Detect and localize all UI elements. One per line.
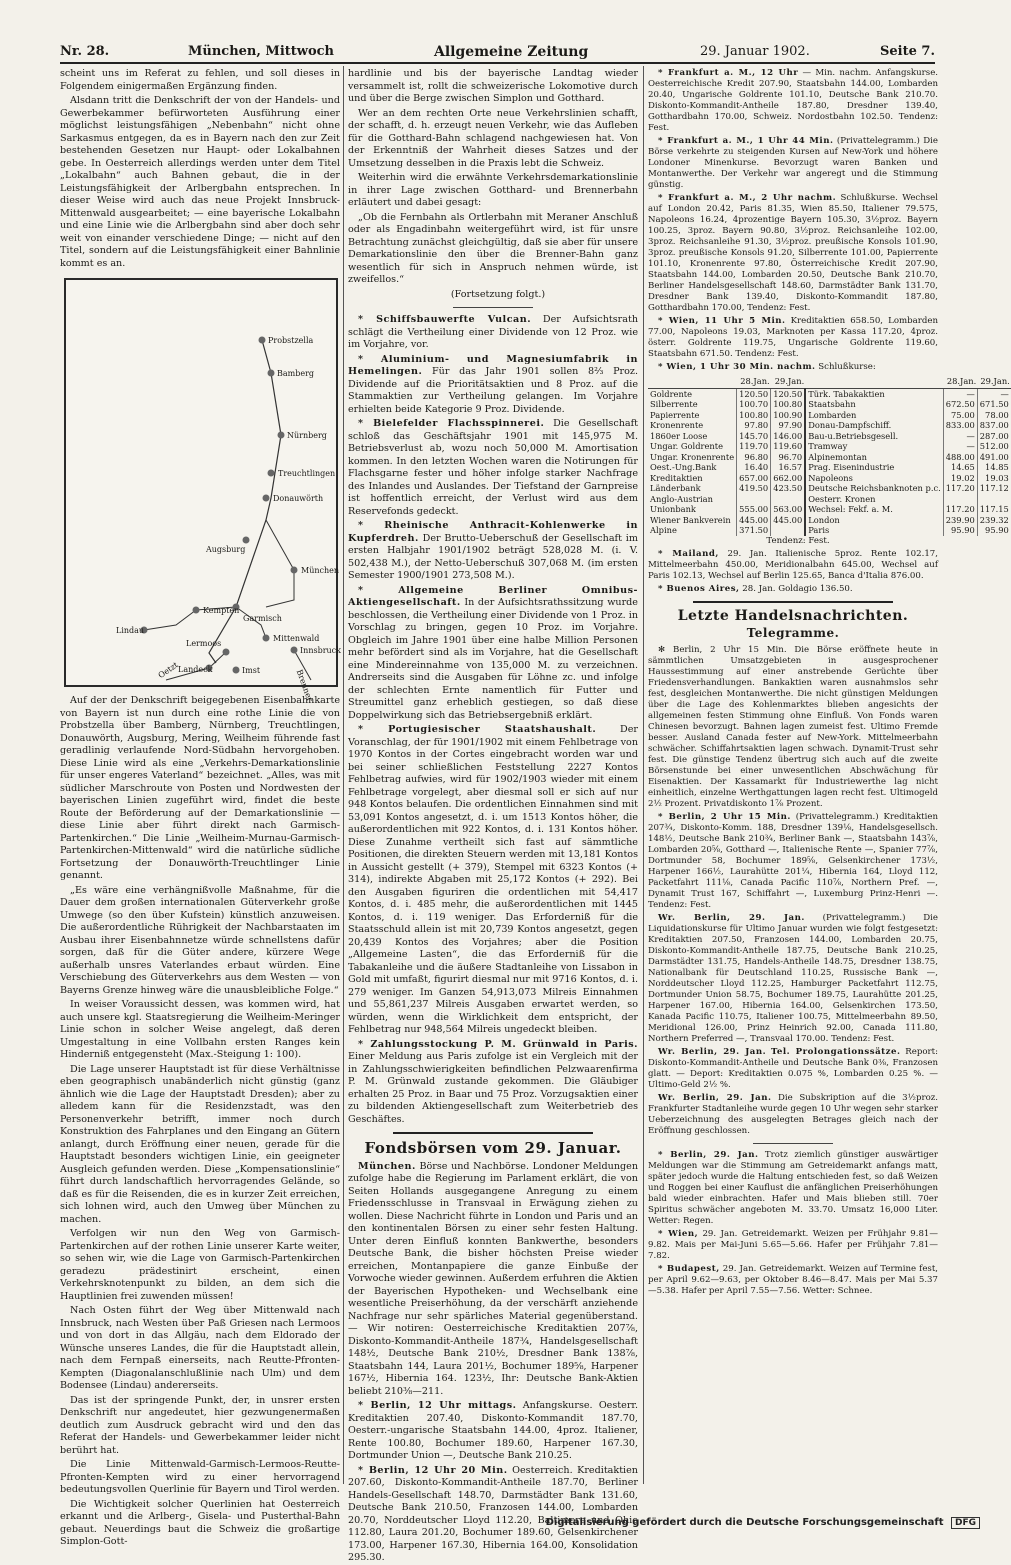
table-header (805, 375, 943, 388)
paragraph: scheint uns im Referat zu fehlen, und soll dieses in Folgendem einigermaßen Ergänzung finden. (60, 68, 340, 92)
map-label-imst: Imst (242, 666, 261, 675)
table-header: 28.Jan. (943, 375, 977, 388)
paragraph: Alsdann tritt die Denkschrift der von der Handels- und Gewerbekammer befürworteten Ausführung einer möglichst leistungsfähigen „Nebenbahn“ nicht ohne Sarkasmus entgegen, da es in Bayern nach den zur Zeit bestehenden Gesetzen nur Haupt- oder Lokalbahnen gebe. In Oesterreich allerdings werden unter dem Titel „Lokalbahn“ auch Bahnen gebaut, die in der Leistungsfähigkeit der Arlbergbahn entsprechen. In dieser Weise wird auch das neue Projekt Innsbruck-Mittenwald ausgearbeitet; — eine bayerische Lokalbahn und eine Linie wie die Arlbergbahn sind aber doch sehr weit von einander verschiedene Dinge; — nicht auf den Titel, sondern auf die Leistungsfähigkeit einer Bahnlinie kommt es an. (60, 95, 340, 269)
news-item (648, 1150, 938, 1227)
news-item (348, 585, 638, 723)
table-cell (943, 494, 977, 505)
news-item (648, 1047, 938, 1091)
paragraph: ✻ Berlin, 2 Uhr 15 Min. Die Börse eröffnete heute in sämmtlichen Umsatzgebieten in ausgesprochener Haussestimmung auf einer anstrebende Gerüchte über Friedensverhandlungen. Bankaktien waren ausnahmslos sehr fest, desgleichen Montanwerthe. Die nicht günstigen Meldungen über die Lage des Kohlenmarktes blieben angesichts der allgemeinen festen Stimmung ohne Einfluß. Von Fonds waren Chinesen bevorzugt. Bahnen lagen zumeist fest. Ultimo Fremde besser. Ausland Canada fester auf New-York. Mittelmeerbahn schwächer. Schiffahrtsaktien lagen schwach. Dynamit-Trust sehr fest. Die günstige Tendenz übertrug sich auch auf die zweite Börsenstunde bei einer unwesentlichen Abschwächung für Eisenaktien. Der Kassamarkt für Industriewerthe lag nicht einheitlich, einzelne Werthgattungen lagen recht fest. Ultimogeld 2½ Prozent. Privatdiskonto 1⅞ Prozent. (648, 644, 938, 809)
section-rule (393, 1132, 593, 1134)
table-cell: — (977, 388, 1011, 399)
news-item (348, 314, 638, 352)
table-cell: Tramway (805, 441, 943, 452)
news-text: Kreditaktien 658.50, Lombarden 77.00, Napoleons 19.03, Marknoten per Kassa 117.20, 4proz. österr. Goldrente 119.75, Ungarische Goldrente 119.60, Staatsbahn 671.50. Tendenz: Fest. (648, 316, 939, 359)
table-cell: 100.70 (737, 399, 771, 410)
table-cell: 1860er Loose (650, 430, 708, 441)
table-cell: 488.00 (943, 452, 977, 463)
table-cell: 119.60 (771, 441, 806, 452)
table-cell: 117.15 (977, 504, 1011, 515)
table-row (648, 452, 1011, 463)
table-cell: Unionbank (650, 504, 696, 514)
news-subtitle: (Privattelegramm.) (795, 811, 879, 822)
table-cell: 119.70 (737, 441, 771, 452)
paragraph: Verfolgen wir nun den Weg von Garmisch-Partenkirchen auf der rothen Linie unserer Karte weiter, so sehen wir, wie die Lage von Garmisch-Partenkirchen geradezu prädestinirt erscheint, einen Verkehrsknotenpunkt zu bilden, an dem sich die Hauptlinien frei zuwenden müssen! (60, 1228, 340, 1302)
station-donauwoerth (263, 495, 270, 502)
table-cell: 14.65 (943, 462, 977, 473)
station-augsburg (243, 537, 250, 544)
column-3 (648, 68, 1010, 1488)
map-label-lermoos: Lermoos (186, 639, 222, 648)
news-title: Wr. Berlin, 29. Jan. (658, 912, 805, 923)
table-row (648, 441, 1011, 452)
table-cell: — (943, 431, 977, 442)
table-cell: 75.00 (943, 410, 977, 421)
news-text: Der Brutto-Ueberschuß der Gesellschaft im ersten Halbjahr 1901/1902 beträgt 528,028 M. (i. V. 502,438 M.), der Netto-Ueberschuß 307,068 M. (im ersten Semester 1900/1901 273,508 M.). (348, 532, 638, 581)
table-cell: Deutsche Reichsbanknoten p.c. (805, 483, 943, 494)
paragraph: Auf der der Denkschrift beigegebenen Eisenbahnkarte von Bayern ist nun durch eine rothe Linie die von Probstzella über Bamberg, Nürnberg, Treuchtlingen, Donauwörth, Augsburg, Mering, Weilheim führende fast geradlinig verlaufende Nord-Südbahn hervorgehoben. Diese Linie wird als eine „Verkehrs-Demarkationslinie für unser engeres Vaterland“ bezeichnet. „Alles, was mit südlicher Marschroute von Posten und Nordwesten der bayerischen Linien zugeführt wird, findet die beste Route der Beförderung auf der Demarkationslinie — diese Linie aber führt direkt nach Garmisch-Partenkirchen.“ Die Linie „Weilheim-Murnau-Garmisch-Partenkirchen-Mittenwald“ wird die natürliche südliche Fortsetzung der Donauwörth-Treuchtlinger Linie genannt. (60, 695, 340, 881)
news-text: In der Aufsichtsrathssitzung wurde beschlossen, die Vertheilung einer Dividende von 1 Proz. in Vorschlag zu bringen, gegen 10 Proz. im Vorjahre. Obgleich im Jahre 1901 über eine halbe Million Personen mehr befördert sind als im Vorjahre, hat die Gesellschaft eine Mindereinnahme von 135,000 M. zu verzeichnen. Andrerseits sind die Ausgaben für Löhne zc. und infolge der schlechten Ernte namentlich für Futter und Streumittel ganz erheblich gestiegen, so daß diese Doppelwirkung sich das Betriebsergebniß erklärt. (348, 597, 638, 721)
table-row (648, 399, 1011, 410)
news-item (348, 1400, 638, 1463)
table-header (648, 375, 737, 388)
table-cell: Bau-u.Betriebsgesell. (805, 431, 943, 442)
table-cell: 117.20 (943, 483, 977, 494)
table-cell: Türk. Tabakaktien (805, 388, 943, 399)
table-row (648, 420, 1011, 431)
map-label-muenchen: München (301, 566, 340, 575)
table-cell: Papierrente (650, 409, 700, 420)
news-text: Trotz ziemlich günstiger auswärtiger Meldungen war die Stimmung am Getreidemarkt anfangs matt, später jedoch wurde die Haltung entschieden fest, so daß Weizen und Roggen bei einer Kauflust die anfänglichen Preiserhöhungen bald wieder einbrachten. Hafer und Mais blieben still. 70er Spiritus schwächer angeboten M. 33.70. Umsatz 16,000 Liter. Wetter: Regen. (648, 1149, 939, 1226)
table-cell: Ungar. Kronenrente (650, 451, 735, 462)
table-cell: 97.90 (771, 420, 806, 431)
table-cell: Alpinemontan (805, 452, 943, 463)
table-cell: Kronenrente (650, 420, 704, 430)
news-title: * Frankfurt a. M., 12 Uhr (658, 68, 799, 78)
news-text: Die Liquidationskurse für Ultimo Januar wurden wie folgt festgesetzt: Kreditaktien 207.50, Franzosen 144.00, Lombarden 20.75, Diskonto-Kommandit-Antheile 187.75, Deutsche Bank 210.25, Darmstädter 131.75, Handels-Antheile 148.75, Dresdner 138.75, Nationalbank für Deutschland 110.25, Russische Bank —, Norddeutscher Lloyd 112.25, Hamburger Packetfahrt 112.75, Dortmunder Union 58.75, Bochumer 189.75, Laurahütte 201.25, Harpener 167.00, Hibernia 164.00, Gelsenkirchen 173.50, Kanada Pacific 110.75, Italiener 100.75, Mittelmeerbahn 89.50, Meridional 126.00, Prinz Heinrich 92.00, Canada 111.80, Northern Preferred —, Transvaal 170.00. Tendenz: Fest. (648, 912, 939, 1044)
continuation-note: (Fortsetzung folgt.) (450, 288, 546, 300)
section-rule (453, 307, 533, 308)
route-munich-garmisch (266, 570, 294, 607)
map-label-brenner: Brenner (294, 668, 315, 703)
table-cell: 563.00 (771, 504, 806, 515)
table-cell: Staatsbahn (805, 399, 943, 410)
fonds-section-title: Fondsbörsen vom 29. Januar. (364, 1139, 622, 1157)
section-rule (753, 1143, 833, 1144)
table-cell: — (943, 441, 977, 452)
news-title: München. (358, 1160, 416, 1172)
table-cell: 145.70 (737, 431, 771, 442)
paragraph: Wer an dem rechten Orte neue Verkehrslinien schafft, der schafft, d. h. erzeugt neuen Verkehr, wie das Aufleben für die Gotthard-Bahn schlagend nachgewiesen hat. Von der Erkenntniß der Wahrheit dieses Satzes und der Umsetzung desselben in die Praxis lebt die Schweiz. (348, 107, 638, 169)
news-title: Wr. Berlin, 29. Jan. (658, 1092, 772, 1103)
news-title: * Portugiesischer Staatshaushalt. (358, 724, 597, 735)
table-cell: 837.00 (977, 420, 1011, 431)
map-label-probstzella: Probstzella (268, 336, 314, 345)
paragraph: Die Lage unserer Hauptstadt ist für diese Verhältnisse eben geographisch unabänderlich nicht günstig (ganz ähnlich wie die Lage der Hauptstadt Dresden); aber zu alledem kann für die Residenzstadt, was den Personenverkehr betrifft, immer noch durch Konstruktion des Fahrplanes und den Eingang an Gütern anlangt, durch Eröffnung einer neuen, gerade für die Hauptstadt besonders wichtigen Linie, ein geeigneter Ausgleich gefunden werden. Diese „Kompensationslinie“ führt durch landschaftlich hervorragendes Gelände, so daß es für die Reisenden, die es in kurzer Zeit erreichen, sich lohnen wird, auch den Umweg über München zu machen. (60, 1063, 340, 1225)
news-item (348, 520, 638, 583)
table-cell: 14.85 (977, 462, 1011, 473)
station-treuchtlingen (268, 470, 275, 477)
table-cell: 833.00 (943, 420, 977, 431)
column-divider (343, 66, 344, 1484)
news-title: * Rheinische Anthracit-Kohlenwerke in Kupferdreh. (348, 520, 638, 544)
table-cell: 239.32 (977, 515, 1011, 526)
table-cell: 97.80 (737, 420, 771, 431)
news-title: * Buenos Aires, (658, 583, 740, 594)
table-cell: 371.50 (737, 525, 771, 536)
table-cell (737, 494, 771, 505)
table-cell: 120.50 (737, 388, 771, 399)
news-text: Die Subskription auf die 3½proz. Frankfurter Stadtanleihe wurde gegen 10 Uhr wegen sehr starker Ueberzeichnung des ausgelegten Betrages gleich nach der Eröffnung geschlossen. (648, 1092, 938, 1136)
newspaper-title: Allgemeine Zeitung (434, 44, 589, 60)
table-cell: 120.50 (771, 388, 806, 399)
table-cell: 100.80 (771, 399, 806, 410)
table-row (648, 515, 1011, 526)
map-label-treuchtlingen: Treuchtlingen (278, 469, 336, 478)
table-cell: 423.50 (771, 483, 806, 494)
place-day: München, Mittwoch (188, 44, 335, 59)
table-row (648, 473, 1011, 484)
map-label-bamberg: Bamberg (277, 369, 315, 378)
tendency-note: Tendenz: Fest. (766, 535, 830, 546)
table-cell: 16.57 (771, 462, 806, 473)
station-muenchen (291, 567, 298, 574)
news-title: * Zahlungsstockung P. M. Grünwald in Paris. (358, 1038, 638, 1050)
news-title: * Wien, 1 Uhr 30 Min. nachm. (658, 362, 816, 372)
news-text: (Privattelegramm.) Die Börse verkehrte zu steigenden Kursen auf New-York und höhere Londoner Minenkurse. Bevorzugt waren Banken und Montanwerthe. Der Verkehr war angeregt und die Stimmung günstig. (648, 136, 938, 190)
map-label-garmisch: Garmisch (243, 614, 282, 623)
news-item (348, 1039, 638, 1127)
table-cell: Silberrente (650, 399, 698, 409)
table-row (648, 388, 1011, 399)
news-item (648, 136, 938, 191)
news-text: Schlußkurse. Wechsel auf London 20.42, Paris 81.35, Wien 85.50, Italiener 79.575, Napoleons 16.24, 4prozentige Bayern 105.30, 3½proz. Bayern 100.25, 3proz. Bayern 90.80, 3½proz. Reichsanleihe 102.00, 3proz. Reichsanleihe 91.30, 3½proz. preußische Konsols 101.90, 3proz. preußische Konsols 91.20, Silberrente 101.00, Papierrente 101.10, Kronenrente 97.80, Österreichische Kredit 207.90, Staatsbahn 144.00, Lombarden 20.50, Deutsche Bank 210.70, Berliner Handelsgesellschaft 148.60, Darmstädter Bank 131.70, Dresdner Bank 139.40, Diskonto-Kommandit 187.80, Gotthardbahn 170.00, Tendenz: Fest. (648, 193, 939, 313)
table-cell: Wiener Bankverein (650, 514, 731, 525)
map-label-lindau: Lindau (116, 626, 145, 635)
station-kempten (193, 607, 200, 614)
news-title: * Berlin, 12 Uhr 20 Min. (358, 1464, 508, 1476)
paragraph: hardlinie und bis der bayerische Landtag wieder versammelt ist, rollt die schweizerische Lokomotive durch und über die Berge zwischen Simplon und Gotthard. (348, 68, 638, 104)
news-text: Schlußkurse: (818, 362, 876, 372)
news-item (648, 549, 938, 582)
table-cell: Wechsel: Fekf. a. M. (805, 504, 943, 515)
table-cell: 662.00 (771, 473, 806, 484)
table-cell: Länderbank (650, 483, 701, 493)
news-title: * Mailand, (658, 548, 719, 559)
news-title: * Wien, 11 Uhr 5 Min. (658, 316, 786, 326)
news-title: * Berlin, 2 Uhr 15 Min. (658, 811, 791, 822)
table-cell: 95.90 (943, 525, 977, 536)
news-item (648, 362, 938, 373)
news-text: Report: Diskonto-Kommandit-Antheile und Deutsche Bank 0⅜, Franzosen glatt. — Deport: Kreditaktien 0.075 %, Lombarden 0.25 %. — Ultimo-Geld 2½ %. (648, 1046, 938, 1090)
column-1 (60, 68, 341, 1547)
table-cell: 117.20 (943, 504, 977, 515)
news-subtitle: Tel. Prolongationssätze. (770, 1046, 901, 1057)
table-header: 29.Jan. (771, 375, 806, 388)
table-cell: 657.00 (737, 473, 771, 484)
route-augsburg-munich (266, 520, 294, 570)
paragraph: „Es wäre eine verhängnißvolle Maßnahme, für die Dauer dem großen internationalen Güterverkehr große Umwege (so den über Kufstein) künstlich anzuweisen. Die außerordentliche Rührigkeit der Nachbarstaaten im Ausbau ihrer Eisenbahnnetze würde schnellstens dafür sorgen, daß für die Güter andere, kürzere Wege außerhalb unsres Vaterlandes erbaut würden. Eine Verschiebung des Güterverkehrs aus dem Westen — von Bayerns Grenze hinweg wäre die unausbleibliche Folge.“ (60, 884, 340, 996)
table-cell: Ungar. Goldrente (650, 441, 723, 451)
last-news-title: Letzte Handelsnachrichten. (677, 607, 909, 624)
news-item (648, 1264, 938, 1297)
news-item (648, 584, 938, 595)
table-cell: 672.50 (943, 399, 977, 410)
table-cell: 19.03 (977, 473, 1011, 484)
news-title: * Berlin, 29. Jan. (658, 1149, 759, 1160)
table-cell: Kreditaktien (650, 472, 703, 483)
table-cell: 95.90 (977, 525, 1011, 536)
table-row (648, 494, 1011, 505)
table-cell: Napoleons (805, 473, 943, 484)
table-cell: 287.00 (977, 431, 1011, 442)
map-label-donauwoerth: Donauwörth (273, 494, 324, 503)
news-subtitle: (Privattelegramm.) (822, 912, 906, 923)
paragraph: Die Wichtigkeit solcher Querlinien hat Oesterreich erkannt und die Arlberg-, Gisela- und Pusterthal-Bahn gebaut. Neuerdings baut die Schweiz die großartige Simplon-Gott- (60, 1498, 340, 1547)
news-text: Der Aufsichtsrath schlägt die Vertheilung einer Dividende von 12 Proz. wie im Vorjahre, vor. (348, 314, 638, 350)
news-text: 29. Jan. Italienische 5proz. Rente 102.17, Mittelmeerbahn 450.00, Meridionalbahn 645.00, Wechsel auf Paris 102.13, Wechsel auf Berlin 125.65, Banca d'Italia 876.00. (648, 548, 938, 581)
news-title: * Frankfurt a. M., 1 Uhr 44 Min. (658, 136, 834, 146)
news-text: 29. Jan. Getreidemarkt. Weizen auf Termine fest, per April 9.62—9.63, per Oktober 8.46—8.47. Mais per Mai 5.37—5.38. Hafer per April 7.55—7.56. Wetter: Schnee. (648, 1263, 938, 1296)
news-item (648, 913, 938, 1045)
paragraph: Das ist der springende Punkt, der, in unsrer ersten Denkschrift nur angedeutet, hier gezwungenermaßen deutlich zum Ausdruck gebracht wird und den das Referat der Handels- und Gewerbekammer leider nicht berührt hat. (60, 1394, 340, 1456)
news-title: * Allgemeine Berliner Omnibus-Aktiengesellschaft. (348, 584, 638, 608)
footer-text: Digitalisierung gefördert durch die Deutsche Forschungsgemeinschaft (545, 1517, 944, 1528)
header-rule (60, 62, 935, 64)
table-cell: 555.00 (737, 504, 771, 515)
map-label-kempten: Kempten (203, 606, 240, 615)
news-item (348, 1161, 638, 1399)
table-cell: Oest.-Ung.Bank (650, 462, 717, 472)
table-cell: 96.80 (737, 452, 771, 463)
news-title: * Budapest, (658, 1263, 720, 1274)
table-header-row (648, 375, 1011, 388)
map-label-innsbruck: Innsbruck (300, 646, 341, 655)
paragraph: In weiser Voraussicht dessen, was kommen wird, hat auch unsere kgl. Staatsregierung die Weilheim-Meringer Linie schon in solcher Weise angelegt, daß deren Umgestaltung in eine Vollbahn ersten Ranges kein Hinderniß entgegensteht (Max.-Steigung 1: 100). (60, 999, 340, 1060)
paragraph: Weiterhin wird die erwähnte Verkehrsdemarkationslinie in ihrer Lage zwischen Gotthard- und Brennerbahn erläutert und dabei gesagt: (348, 172, 638, 208)
news-title: Wr. Berlin, 29. Jan. (658, 1046, 767, 1057)
station-lermoos (223, 649, 230, 656)
table-cell (771, 494, 806, 505)
news-item (348, 354, 638, 417)
news-text: Für das Jahr 1901 sollen 8⅔ Proz. Dividende auf die Prioritätsaktien und 8 Proz. auf die Stammaktien zur Vertheilung gelangen. Im Vorjahre erhielten beide Kategorie 9 Proz. Dividende. (348, 366, 638, 415)
news-title: * Berlin, 12 Uhr mittags. (358, 1400, 517, 1411)
station-probstzella (259, 337, 266, 344)
news-title: * Wien, (658, 1228, 699, 1239)
news-item (648, 68, 938, 134)
news-item (348, 724, 638, 1037)
table-cell: 445.00 (737, 515, 771, 526)
table-cell: 491.00 (977, 452, 1011, 463)
station-bamberg (268, 370, 275, 377)
table-row (648, 410, 1011, 421)
paragraph: „Ob die Fernbahn als Ortlerbahn mit Meraner Anschluß oder als Engadinbahn weitergeführt wird, ist für unsre Betrachtung zunächst gleichgültig, daß sie aber für unsere Demarkationslinie den über die Brenner-Bahn ganz wesentlich für sich in Anspruch nehmen würde, ist zweifellos.“ (348, 211, 638, 285)
news-text: — Min. nachm. Anfangskurse. Oesterreichische Kredit 207.90, Staatsbahn 144.00, Lombarden 20.40, Ungarische Goldrente 101.10, Deutsche Bank 210.70. Diskonto-Kommandit-Antheile 187.80, Dresdner 139.40, Gotthardbahn 170.00, Schweiz. Nordostbahn 102.50. Tendenz: Fest. (648, 68, 939, 133)
table-header: 28.Jan. (737, 375, 771, 388)
news-item (648, 316, 938, 360)
news-text: 29. Jan. Getreidemarkt. Weizen per Frühjahr 9.81—9.82. Mais per Mai-Juni 5.65—5.66. Hafer per Frühjahr 7.81—7.82. (648, 1228, 938, 1261)
table-cell: 16.40 (737, 462, 771, 473)
table-cell: 100.80 (737, 410, 771, 421)
section-rule (693, 601, 893, 603)
news-text: 28. Jan. Goldagio 136.50. (742, 583, 853, 594)
table-cell (771, 525, 806, 536)
news-item (648, 1229, 938, 1262)
table-cell: Oesterr. Kronen (805, 494, 943, 505)
table-row (648, 504, 1011, 515)
news-item (348, 418, 638, 518)
map-label-landeck: Landeck (178, 665, 213, 674)
table-cell: Donau-Dampfschiff. (805, 420, 943, 431)
table-body (648, 388, 1011, 536)
paragraph: Nach Osten führt der Weg über Mittenwald nach Innsbruck, nach Westen über Paß Griesen nach Lermoos und von dort in das Allgäu, nach dem Eldorado der Wünsche unseres Landes, die für die Hauptstadt allein, nach dem Fernpaß einerseits, nach Reutte-Pfronten-Kempten (Diagonalanschlußlinie nach Ulm) und dem Bodensee (Lindau) andererseits. (60, 1305, 340, 1391)
page-header (60, 40, 935, 62)
digitization-footer (546, 1517, 980, 1529)
news-title: * Frankfurt a. M., 2 Uhr nachm. (658, 193, 837, 203)
table-cell: London (805, 515, 943, 526)
news-title: * Schiffsbauwerfte Vulcan. (358, 314, 532, 325)
station-mittenwald (263, 635, 270, 642)
station-imst (233, 667, 240, 674)
column-2 (348, 68, 638, 1563)
paragraph: Die Linie Mittenwald-Garmisch-Lermoos-Reutte-Pfronten-Kempten wird zu einer hervorragend bedeutungsvollen Querlinie für Bayern und Tirol werden. (60, 1459, 340, 1495)
map-label-nuernberg: Nürnberg (287, 431, 327, 440)
news-text: Kreditaktien 207¾, Diskonto-Komm. 188, Dresdner 139⅛, Handelsgesellsch. 148½, Deutsche Bank 210¾, Berliner Bank —, Staatsbahn 143⅞, Lombarden 20⅝, Gotthard —, Italienische Rente —, Spanier 77⅞, Dortmunder 58, Bochumer 189⅝, Gelsenkirchener 173½, Harpener 166½, Laurahütte 201¼, Hibernia 164, Lloyd 112, Packetfahrt 111⅛, Canada Pacific 110⅞, Northern Pref. —, Dynamit Trust 167, Schiffahrt —, Luxemburg Prinz-Henri —. Tendenz: Fest. (648, 811, 939, 910)
map-label-mittenwald: Mittenwald (273, 634, 320, 643)
table-cell: 445.00 (771, 515, 806, 526)
table-row (648, 483, 1011, 494)
news-text: Anfangskurse. Oesterr. Kreditaktien 207.40, Diskonto-Kommandit 187.70, Oesterr.-ungarische Staatsbahn 144.00, 4proz. Italiener, Rente 100.80, Bochumer 189.60, Harpener 167.30, Dortmunder Union —, Deutsche Bank 210.25. (348, 1400, 638, 1461)
table-cell: Goldrente (650, 388, 693, 399)
news-item (648, 1093, 938, 1137)
issue-date: 29. Januar 1902. (700, 44, 810, 59)
table-cell: 117.12 (977, 483, 1011, 494)
table-cell: 100.90 (771, 410, 806, 421)
table-cell: Alpine (650, 525, 677, 535)
news-title: * Bielefelder Flachsspinnerei. (358, 418, 545, 429)
table-row (648, 525, 1011, 536)
table-row (648, 462, 1011, 473)
news-text: Einer Meldung aus Paris zufolge ist ein Vergleich mit der in Zahlungsschwierigkeiten befindlichen Pelzwaarenfirma P. M. Grünwald zustande gekommen. Die Gläubiger erhalten 25 Proz. in Baar und 75 Proz. Vorzugsaktien einer zu bildenden Aktiengesellschaft zum Weiterbetrieb des Geschäftes. (348, 1051, 638, 1125)
table-cell: Lombarden (805, 410, 943, 421)
table-cell: Anglo-Austrian (650, 493, 713, 504)
table-cell: 19.02 (943, 473, 977, 484)
station-innsbruck (291, 647, 298, 654)
station-nuernberg (278, 432, 285, 439)
news-text: Oesterreich. Kreditaktien 207.60, Diskonto-Kommandit-Antheile 187.70, Berliner Handels-Gesellschaft 148.70, Darmstädter Bank 131.60, Deutsche Bank 210.50, Franzosen 144.00, Lombarden 20.70, Norddeutscher Lloyd 112.20, Baltimore und Ohio 112.80, Laura 201.20, Bochumer 189.60, Gelsenkirchener 173.00, Harpener 167.30, Hibernia 164.00, Konsolidation 295.30. (348, 1464, 638, 1563)
table-cell: 671.50 (977, 399, 1011, 410)
table-cell: 146.00 (771, 431, 806, 442)
telegram-title: Telegramme. (746, 625, 840, 640)
table-cell: 96.70 (771, 452, 806, 463)
table-cell: 419.50 (737, 483, 771, 494)
table-cell: 512.00 (977, 441, 1011, 452)
dfg-logo: DFG (951, 1517, 980, 1529)
news-item (648, 193, 938, 314)
table-cell: 239.90 (943, 515, 977, 526)
table-row (648, 431, 1011, 442)
news-item (348, 1465, 638, 1565)
table-header: 29.Jan. (977, 375, 1011, 388)
table-cell: 78.00 (977, 410, 1011, 421)
issue-number: Nr. 28. (60, 44, 110, 59)
route-lindau (144, 610, 196, 630)
railway-map (64, 278, 341, 703)
table-cell: — (943, 388, 977, 399)
news-item (648, 812, 938, 911)
vienna-quotes-table (648, 375, 1011, 536)
table-cell: Prag. Eisenindustrie (805, 462, 943, 473)
column-divider (643, 66, 644, 1484)
table-cell (977, 494, 1011, 505)
map-label-oetzt: Oetzt (156, 660, 180, 681)
news-text: Die Gesellschaft schloß das Geschäftsjahr 1901 mit 145,975 M. Betriebsverlust ab, wozu noch 50,000 M. Amortisation kommen. In den letzten Wochen waren die Notirungen für Flachsgarne fester und höher infolge starker Nachfrage des Inlandes und Auslandes. Der Tiefstand der Garnpreise ist hoffentlich erreicht, der Verlust wird aus dem Reservefonds gedeckt. (348, 418, 638, 517)
table-cell: Paris (805, 525, 943, 536)
news-title: * Aluminium- und Magnesiumfabrik in Hemelingen. (348, 353, 638, 377)
page-number: Seite 7. (880, 44, 935, 59)
news-text: Der Voranschlag, der für 1901/1902 mit einem Fehlbetrage von 1970 Kontos in der Cortes eingebracht worden war und bei seiner schließlichen Feststellung 2227 Kontos Fehlbetrag aufwies, wird für 1902/1903 wieder mit einem Fehlbetrage vorgelegt, aber diesmal soll er sich auf nur 948 Kontos belaufen. Die ordentlichen Einnahmen sind mit 53,091 Kontos angesetzt, d. i. um 1513 Kontos höher, die außerordentlichen mit 922 Kontos, d. i. 131 Kontos höher. Diese Zunahme vertheilt sich fast auf sämmtliche Positionen, die direkten Steuern werden mit 13,181 Kontos in Aussicht gestellt (+ 379), Stempel mit 6323 Kontos (+ 314), indirekte Abgaben mit 25,172 Kontos (+ 292). Bei den Ausgaben figuriren die ordentlichen mit 54,417 Kontos, d. i. 485 mehr, die außerordentlichen mit 1445 Kontos, d. i. 119 weniger. Das Erforderniß für die Staatsschuld allein ist mit 20,739 Kontos angesetzt, gegen 20,439 Kontos des Vorjahres; aber die Position „Allgemeine Lasten“, die das Erforderniß für die Tabakanleihe und die äußere Stadtanleihe von Lissabon in Gold mit umfaßt, figurirt diesmal nur mit 9716 Kontos, d. i. 279 weniger. Im Ganzen 54,913,073 Milreis Einnahmen und 55,861,237 Milreis Ausgaben erwartet werden, so würden, wenn die Wirklichkeit dem entspricht, der Fehlbetrag nur 948,564 Milreis ungedeckt bleiben. (348, 724, 638, 1035)
news-text: Börse und Nachbörse. Londoner Meldungen zufolge habe die Regierung im Parlament erklärt, die von Seiten Hollands ausgegangene Anregung zu einem Friedensschlusse in Transvaal in Erwägung ziehen zu wollen. Diese Nachricht führte in London und Paris und an den kontinentalen Börsen zu einer sehr festen Haltung. Unter deren Einfluß konnten Bankwerthe, besonders Deutsche Bank, die bisher höchsten Preise wieder erreichen, Montanpapiere die ganze Einbuße der Vorwoche wieder gewinnen. Außerdem erfuhren die Aktien der Bayerischen Hypotheken- und Wechselbank eine wesentliche Preiserhöhung, da der verschärft anziehende Nachfrage nur sehr spärliches Material gegenüberstand. — Wir notiren: Oesterreichische Kreditaktien 207⅞, Diskonto-Kommandit-Antheile 187¾, Handelsgesellschaft 148½, Deutsche Bank 210½, Dresdner Bank 138⅞, Staatsbahn 144, Laura 201½, Bochumer 189⅝, Harpener 167½, Hibernia 164. 123½, Ihr: Deutsche Bank-Aktien beliebt 210⅜—211. (348, 1160, 638, 1397)
map-label-augsburg: Augsburg (206, 545, 246, 554)
